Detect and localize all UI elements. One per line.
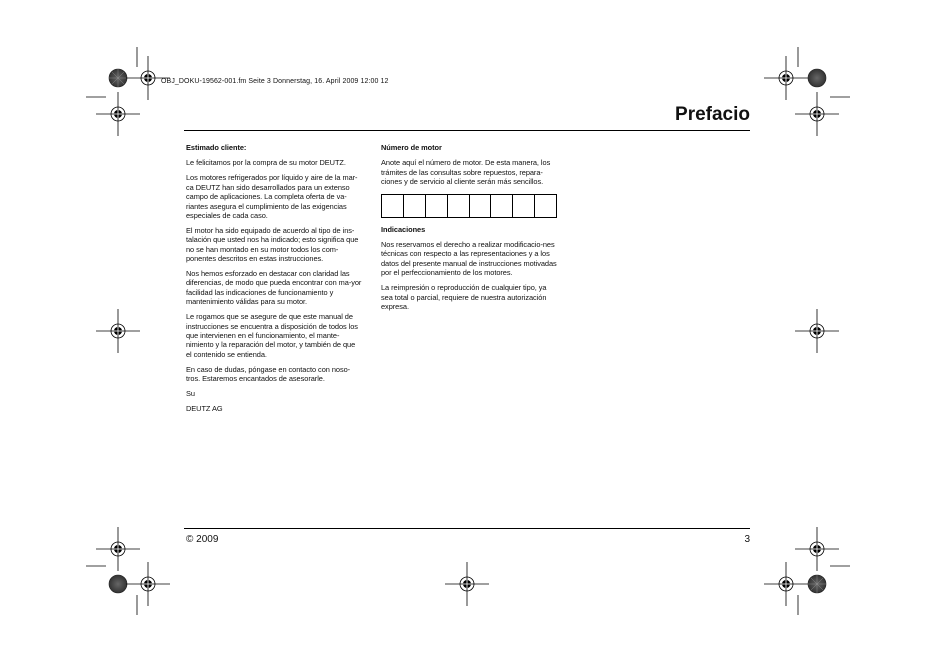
- motor-number-cell: [425, 195, 447, 217]
- registration-crosshair-icon: [795, 92, 839, 136]
- motor-number-entry-grid: [381, 194, 557, 218]
- motor-number-cell: [512, 195, 534, 217]
- page-title: Prefacio: [675, 104, 750, 125]
- greeting-heading: Estimado cliente:: [186, 143, 247, 152]
- registration-crosshair-icon: [96, 527, 140, 571]
- paragraph: La reimpresión o reproducción de cualquier tipo, ya sea total o parcial, requiere de nuestra autorización expresa.: [381, 283, 547, 311]
- motor-number-text: Anote aquí el número de motor. De esta manera, los trámites de las consultas sobre repuestos, repara-ciones y de servicio al cliente serán más sencillos.: [381, 158, 551, 187]
- color-calibration-disc-icon: [109, 575, 127, 593]
- color-calibration-disc-icon: [808, 69, 826, 87]
- paragraph: En caso de dudas, póngase en contacto con noso-tros. Estaremos encantados de asesorarle.: [186, 364, 351, 384]
- left-column: [186, 143, 362, 419]
- paragraph: Nos reservamos el derecho a realizar modificacio-nes técnicas con respecto a las representaciones y a los datos del presente manual de instrucciones motivadas por el perfeccionamiento de los motores.: [381, 240, 557, 278]
- page-number: 3: [744, 534, 750, 545]
- footer-rule: [184, 528, 750, 529]
- motor-number-cell: [534, 195, 556, 217]
- signature-text: DEUTZ AG: [186, 403, 223, 413]
- motor-number-cell: [469, 195, 491, 217]
- registration-crosshair-icon: [445, 562, 489, 606]
- registration-crosshair-icon: [764, 56, 808, 100]
- paragraph: Le rogamos que se asegure de que este manual de instrucciones se encuentra a disposición de todos los que intervienen en el funcionamiento, el mante-nimiento y la reparación del motor, y también de que el contenido se entienda.: [186, 312, 358, 359]
- registration-crosshair-icon: [764, 562, 808, 606]
- right-column: [381, 143, 557, 317]
- registration-crosshair-icon: [96, 309, 140, 353]
- header-rule: [184, 130, 750, 131]
- color-calibration-disc-icon: [808, 575, 826, 593]
- registration-crosshair-icon: [126, 562, 170, 606]
- motor-number-cell: [382, 195, 403, 217]
- motor-number-cell: [447, 195, 469, 217]
- registration-crosshair-icon: [795, 309, 839, 353]
- file-info-header: OBJ_DOKU-19562-001.fm Seite 3 Donnerstag, 16. April 2009 12:00 12: [161, 78, 389, 85]
- registration-crosshair-icon: [795, 527, 839, 571]
- motor-number-cell: [403, 195, 425, 217]
- registration-crosshair-icon: [96, 92, 140, 136]
- paragraph: Los motores refrigerados por líquido y aire de la mar-ca DEUTZ han sido desarrollados para un extenso campo de aplicaciones. La completa oferta de va-riantes asegura el cumplimiento de las exigencias especiales de cada caso.: [186, 173, 358, 220]
- color-calibration-disc-icon: [109, 69, 127, 87]
- paragraph: Nos hemos esforzado en destacar con claridad las diferencias, de modo que pueda encontrar con ma-yor facilidad las indicaciones de funcionamiento y mantenimiento válidas para su motor.: [186, 268, 362, 307]
- copyright-text: © 2009: [186, 534, 219, 545]
- paragraph: Le felicitamos por la compra de su motor DEUTZ.: [186, 158, 346, 168]
- motor-number-heading: Número de motor: [381, 143, 442, 152]
- notes-heading: Indicaciones: [381, 224, 426, 234]
- closing-text: Su: [186, 388, 195, 398]
- paragraph: El motor ha sido equipado de acuerdo al tipo de ins-talación que usted nos ha indicado; esto significa que no se han montado en su motor todos los com-ponentes descritos en estas instrucciones.: [186, 225, 359, 264]
- motor-number-cell: [490, 195, 512, 217]
